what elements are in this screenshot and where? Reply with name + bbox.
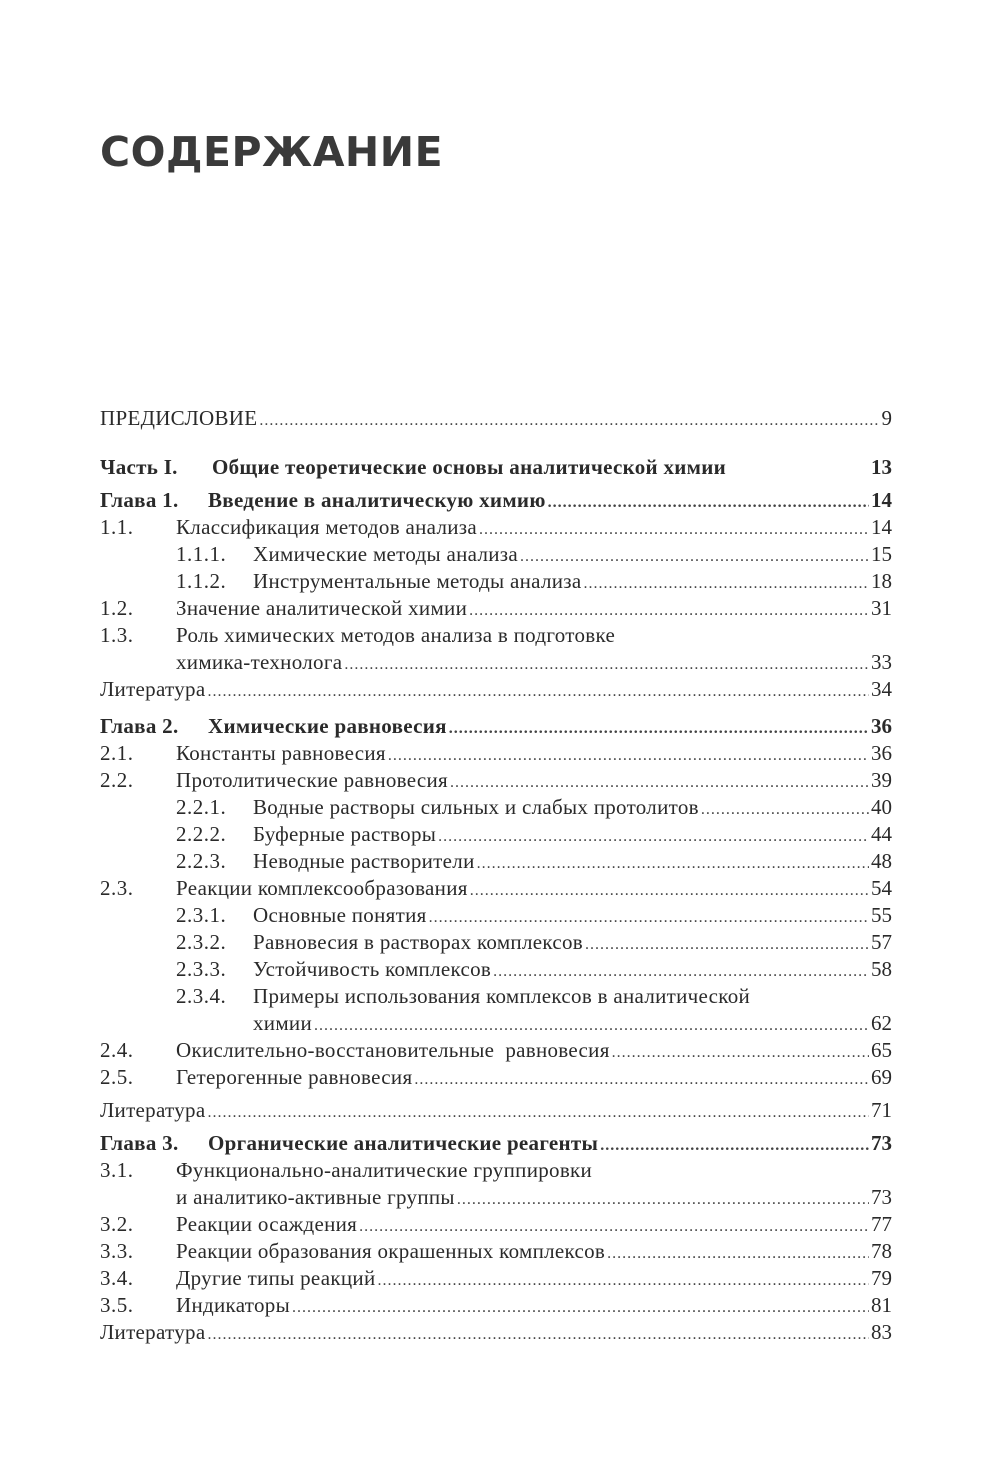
- toc-page: 9: [881, 406, 892, 430]
- section-number: 2.4.: [100, 1038, 134, 1062]
- toc-label: Классификация методов анализа: [176, 515, 477, 539]
- toc-chapter-2[interactable]: [100, 713, 892, 740]
- toc-label: Индикаторы: [176, 1293, 290, 1317]
- leader-dots: [520, 541, 869, 568]
- toc-page: 71: [871, 1098, 892, 1122]
- toc-label: Константы равновесия: [176, 741, 386, 765]
- toc-label: Литература: [100, 1098, 206, 1122]
- toc-label: Реакции образования окрашенных комплексов: [176, 1239, 606, 1263]
- leader-dots: [493, 956, 869, 983]
- toc-page: 13: [871, 455, 892, 479]
- toc-entry-2-4[interactable]: [100, 1037, 892, 1064]
- section-number: 1.3.: [100, 623, 134, 647]
- leader-dots: [414, 1064, 869, 1091]
- toc-page: 62: [871, 1011, 892, 1035]
- toc-entry-2-2-2[interactable]: [100, 821, 892, 848]
- toc-page: 78: [871, 1239, 892, 1263]
- leader-dots: [450, 767, 869, 794]
- toc-entry-2-2-1[interactable]: [100, 794, 892, 821]
- toc-entry-2-3-3[interactable]: [100, 956, 892, 983]
- toc-label: Значение аналитической химии: [176, 596, 468, 620]
- toc-entry-3-1-cont[interactable]: [100, 1184, 892, 1211]
- toc-page: 83: [871, 1320, 892, 1344]
- toc-label: Примеры использования комплексов в аналитической: [253, 984, 751, 1008]
- toc-entry-3-1[interactable]: [100, 1157, 892, 1184]
- toc-entry-1-1-2[interactable]: [100, 568, 892, 595]
- chapter-title: Органические аналитические реагенты: [208, 1131, 599, 1155]
- toc-label: Основные понятия: [253, 903, 427, 927]
- leader-dots: [585, 929, 869, 956]
- leader-dots: [378, 1265, 870, 1292]
- toc-page: 54: [871, 876, 892, 900]
- toc-label: Окислительно-восстановительные равновесия: [176, 1038, 610, 1062]
- toc-entry-1-3-cont[interactable]: [100, 649, 892, 676]
- part-title: Общие теоретические основы аналитической химии: [212, 455, 727, 479]
- toc-entry-2-3-1[interactable]: [100, 902, 892, 929]
- toc-page: 79: [871, 1266, 892, 1290]
- section-number: 2.1.: [100, 741, 134, 765]
- section-number: 1.1.: [100, 515, 134, 539]
- leader-dots: [207, 676, 869, 703]
- section-number: 2.3.2.: [176, 930, 227, 954]
- leader-dots: [479, 514, 869, 541]
- toc-entry-1-2[interactable]: [100, 595, 892, 622]
- leader-dots: [457, 1184, 869, 1211]
- section-number: 3.2.: [100, 1212, 134, 1236]
- section-number: 2.2.: [100, 768, 134, 792]
- leader-dots: [314, 1010, 869, 1037]
- toc-label: Реакции осаждения: [176, 1212, 358, 1236]
- toc-page: 65: [871, 1038, 892, 1062]
- leader-dots: [359, 1211, 869, 1238]
- toc-entry-literature-3[interactable]: [100, 1319, 892, 1346]
- leader-dots: [469, 595, 869, 622]
- toc-label: Устойчивость комплексов: [253, 957, 492, 981]
- leader-dots: [584, 568, 869, 595]
- toc-page: 73: [871, 1131, 892, 1155]
- toc-label: ПРЕДИСЛОВИЕ: [100, 406, 258, 430]
- leader-dots: [449, 713, 869, 740]
- leader-dots: [388, 740, 869, 767]
- toc-label-continued: и аналитико-активные группы: [176, 1185, 455, 1209]
- toc-entry-preface[interactable]: [100, 405, 892, 432]
- toc-entry-3-4[interactable]: [100, 1265, 892, 1292]
- leader-dots: [207, 1319, 869, 1346]
- toc-entry-2-2-3[interactable]: [100, 848, 892, 875]
- toc-page: 18: [871, 569, 892, 593]
- toc-page: 14: [871, 488, 892, 512]
- section-number: 3.1.: [100, 1158, 134, 1182]
- toc-label: Неводные растворители: [253, 849, 475, 873]
- section-number: 1.1.1.: [176, 542, 227, 566]
- toc-label: Водные растворы сильных и слабых протолитов: [253, 795, 699, 819]
- toc-entry-3-2[interactable]: [100, 1211, 892, 1238]
- toc-page: 73: [871, 1185, 892, 1209]
- toc-page: 58: [871, 957, 892, 981]
- chapter-number: Глава 2.: [100, 714, 179, 738]
- toc-page: 36: [871, 714, 892, 738]
- toc-label: Реакции комплексообразования: [176, 876, 468, 900]
- toc-page: 40: [871, 795, 892, 819]
- toc-page: 55: [871, 903, 892, 927]
- leader-dots: [477, 848, 869, 875]
- toc-label: Функционально-аналитические группировки: [176, 1158, 593, 1182]
- leader-dots: [548, 487, 869, 514]
- toc-entry-2-3-4-cont[interactable]: [100, 1010, 892, 1037]
- section-number: 1.1.2.: [176, 569, 227, 593]
- chapter-title: Химические равновесия: [208, 714, 447, 738]
- toc-entry-2-2[interactable]: [100, 767, 892, 794]
- leader-dots: [600, 1130, 869, 1157]
- section-number: 3.3.: [100, 1239, 134, 1263]
- section-number: 2.2.2.: [176, 822, 227, 846]
- toc-label-continued: химии: [253, 1011, 313, 1035]
- leader-dots: [429, 902, 869, 929]
- toc-entry-2-1[interactable]: [100, 740, 892, 767]
- toc-page: 14: [871, 515, 892, 539]
- section-number: 2.3.1.: [176, 903, 227, 927]
- toc-label: Равновесия в растворах комплексов: [253, 930, 583, 954]
- toc-label: Литература: [100, 677, 206, 701]
- toc-page: 81: [871, 1293, 892, 1317]
- toc-entry-3-5[interactable]: [100, 1292, 892, 1319]
- chapter-number: Глава 1.: [100, 488, 179, 512]
- toc-page: 31: [871, 596, 892, 620]
- toc-page: 48: [871, 849, 892, 873]
- section-number: 2.3.: [100, 876, 134, 900]
- leader-dots: [259, 405, 879, 432]
- section-number: 2.3.4.: [176, 984, 227, 1008]
- toc-entry-1-3[interactable]: [100, 622, 892, 649]
- toc-entry-1-1-1[interactable]: [100, 541, 892, 568]
- toc-part-1[interactable]: [100, 454, 892, 481]
- toc-label: Химические методы анализа: [253, 542, 519, 566]
- table-of-contents: [100, 405, 892, 1346]
- toc-page: 15: [871, 542, 892, 566]
- chapter-number: Глава 3.: [100, 1131, 179, 1155]
- page-title: СОДЕРЖАНИЕ: [100, 128, 444, 176]
- part-number: Часть I.: [100, 455, 178, 479]
- leader-dots: [607, 1238, 869, 1265]
- toc-label: Буферные растворы: [253, 822, 437, 846]
- leader-dots: [207, 1097, 869, 1124]
- section-number: 1.2.: [100, 596, 134, 620]
- toc-entry-3-3[interactable]: [100, 1238, 892, 1265]
- toc-label: Протолитические равновесия: [176, 768, 449, 792]
- leader-dots: [344, 649, 869, 676]
- toc-chapter-1[interactable]: [100, 487, 892, 514]
- toc-entry-literature-2[interactable]: [100, 1097, 892, 1124]
- toc-page: 33: [871, 650, 892, 674]
- leader-dots: [612, 1037, 869, 1064]
- toc-page: 34: [871, 677, 892, 701]
- leader-dots: [470, 875, 869, 902]
- toc-page: 57: [871, 930, 892, 954]
- toc-page: 77: [871, 1212, 892, 1236]
- section-number: 3.4.: [100, 1266, 134, 1290]
- toc-label: Другие типы реакций: [176, 1266, 376, 1290]
- toc-label: Роль химических методов анализа в подготовке: [176, 623, 616, 647]
- leader-dots: [701, 794, 869, 821]
- section-number: 3.5.: [100, 1293, 134, 1317]
- toc-chapter-3[interactable]: [100, 1130, 892, 1157]
- section-number: 2.3.3.: [176, 957, 227, 981]
- toc-page: 36: [871, 741, 892, 765]
- section-number: 2.2.1.: [176, 795, 227, 819]
- toc-entry-1-1[interactable]: [100, 514, 892, 541]
- chapter-title: Введение в аналитическую химию: [208, 488, 546, 512]
- toc-entry-2-3[interactable]: [100, 875, 892, 902]
- section-number: 2.5.: [100, 1065, 134, 1089]
- section-number: 2.2.3.: [176, 849, 227, 873]
- toc-entry-2-3-2[interactable]: [100, 929, 892, 956]
- toc-label-continued: химика-технолога: [176, 650, 343, 674]
- toc-label: Инструментальные методы анализа: [253, 569, 582, 593]
- toc-entry-2-5[interactable]: [100, 1064, 892, 1091]
- leader-dots: [292, 1292, 869, 1319]
- toc-entry-2-3-4[interactable]: [100, 983, 892, 1010]
- toc-label: Гетерогенные равновесия: [176, 1065, 413, 1089]
- toc-label: Литература: [100, 1320, 206, 1344]
- leader-dots: [438, 821, 869, 848]
- toc-page: 69: [871, 1065, 892, 1089]
- toc-entry-literature-1[interactable]: [100, 676, 892, 703]
- toc-page: 44: [871, 822, 892, 846]
- toc-page: 39: [871, 768, 892, 792]
